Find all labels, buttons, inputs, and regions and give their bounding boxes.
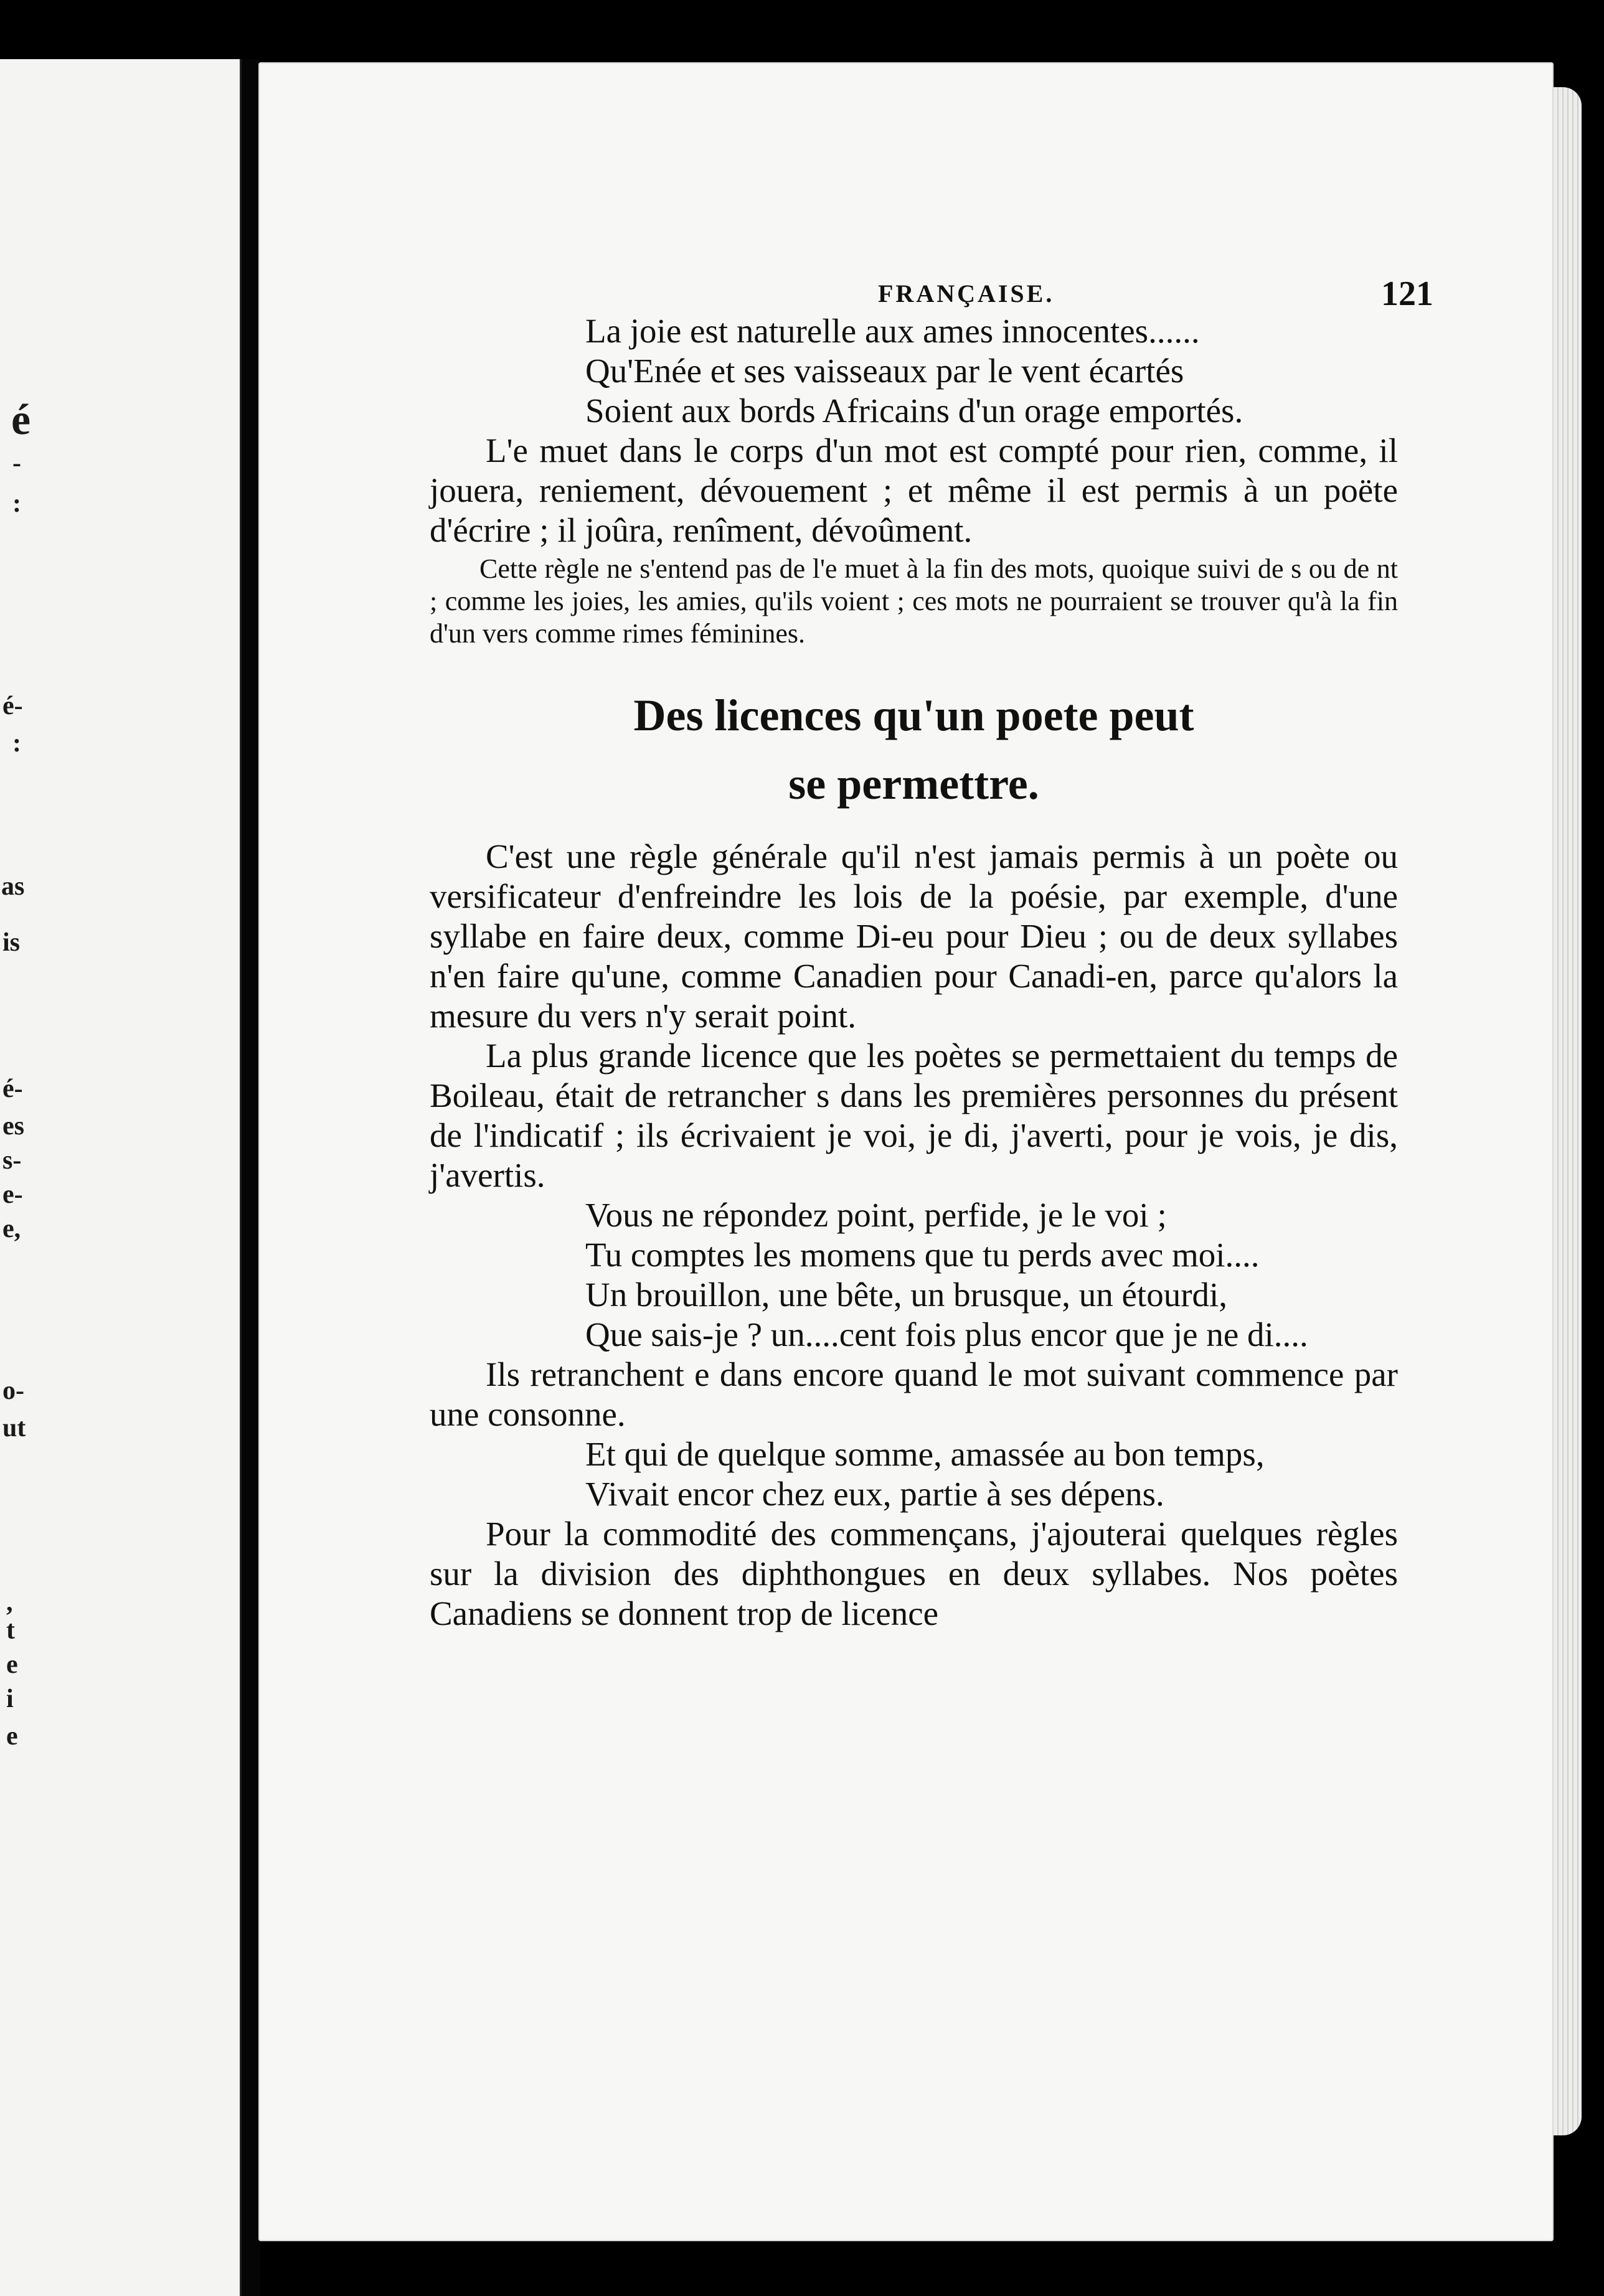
section-title-line: se permettre. bbox=[788, 759, 1039, 809]
paragraph-licence: La plus grande licence que les poètes se permettaient du temps de Boileau, était de retrancher s dans les premières personnes du présent de l'indicatif ; ils écrivaient je voi, je di, j'averti, pour je vois, je dis, j'avertis. bbox=[430, 1037, 1398, 1194]
paragraph-diphthongues: Pour la commodité des commençans, j'ajouterai quelques règles sur la division des diphthongues en deux syllabes. Nos poètes Canadiens se donnent trop de licence bbox=[430, 1515, 1398, 1632]
left-fragment: i bbox=[6, 1685, 14, 1713]
verse-line: Qu'Enée et ses vaisseaux par le vent écartés bbox=[585, 352, 1184, 390]
left-fragment: - bbox=[12, 449, 21, 478]
left-fragment: es bbox=[2, 1112, 24, 1141]
page-content bbox=[430, 311, 1398, 1634]
left-fragment: as bbox=[1, 872, 25, 901]
verse-line: Que sais-je ? un....cent fois plus encor que je ne di.... bbox=[585, 1315, 1308, 1353]
verse-line: Un brouillon, une bête, un brusque, un étourdi, bbox=[585, 1276, 1228, 1314]
left-fragment: é- bbox=[2, 1075, 23, 1103]
left-fragment: e bbox=[6, 1650, 18, 1679]
left-fragment: : bbox=[12, 489, 21, 518]
verse-line: Vivait encor chez eux, partie à ses dépens. bbox=[585, 1475, 1164, 1513]
page-number: 121 bbox=[1381, 275, 1433, 313]
left-fragment: , bbox=[6, 1588, 13, 1617]
left-fragment: é bbox=[11, 396, 31, 444]
paragraph-muet: L'e muet dans le corps d'un mot est compté pour rien, comme, il jouera, reniement, dévouement ; et même il est permis à un poëte d'écrire ; il joûra, renîment, dévoûment. bbox=[430, 431, 1398, 549]
section-title bbox=[430, 681, 1398, 818]
left-fragment: t bbox=[6, 1616, 15, 1645]
section-title-line: Des licences qu'un poete peut bbox=[633, 690, 1194, 740]
left-fragment: é- bbox=[2, 692, 23, 720]
verse-line: La joie est naturelle aux ames innocentes...... bbox=[585, 312, 1200, 350]
left-fragment: : bbox=[12, 729, 21, 758]
note-paragraph: Cette règle ne s'entend pas de l'e muet à la fin des mots, quoique suivi de s ou de nt ; comme les joies, les amies, qu'ils voient ; ces mots ne pourraient se trouver qu'à la fin d'un vers comme rimes féminines. bbox=[430, 553, 1398, 649]
left-fragment: e, bbox=[2, 1215, 21, 1243]
verse-line: Et qui de quelque somme, amassée au bon temps, bbox=[585, 1435, 1265, 1473]
left-fragment: e bbox=[6, 1722, 18, 1751]
verse-line: Soient aux bords Africains d'un orage emportés. bbox=[585, 392, 1243, 430]
left-fragment: e- bbox=[2, 1180, 23, 1209]
verse-line: Tu comptes les momens que tu perds avec moi.... bbox=[585, 1236, 1260, 1274]
verse-block-2 bbox=[430, 1195, 1398, 1355]
left-page-fragments bbox=[0, 59, 240, 2296]
left-fragment: o- bbox=[2, 1376, 24, 1405]
running-header: FRANÇAISE. bbox=[878, 280, 1055, 308]
book-spine bbox=[242, 59, 260, 2296]
verse-line: Vous ne répondez point, perfide, je le voi ; bbox=[585, 1196, 1167, 1234]
verse-block-1 bbox=[430, 311, 1398, 431]
left-fragment: s- bbox=[2, 1146, 22, 1175]
paragraph-encore: Ils retranchent e dans encore quand le mot suivant commence par une consonne. bbox=[430, 1355, 1398, 1433]
paragraph-regle: C'est une règle générale qu'il n'est jamais permis à un poète ou versificateur d'enfreindre les lois de la poésie, par exemple, d'une syllabe en faire deux, comme Di-eu pour Dieu ; ou de deux syllabes n'en faire qu'une, comme Canadien pour Canadi-en, parce qu'alors la mesure du vers n'y serait point. bbox=[430, 837, 1398, 1035]
verse-block-3 bbox=[430, 1434, 1398, 1514]
left-fragment: is bbox=[2, 928, 21, 957]
left-fragment: ut bbox=[2, 1414, 26, 1442]
